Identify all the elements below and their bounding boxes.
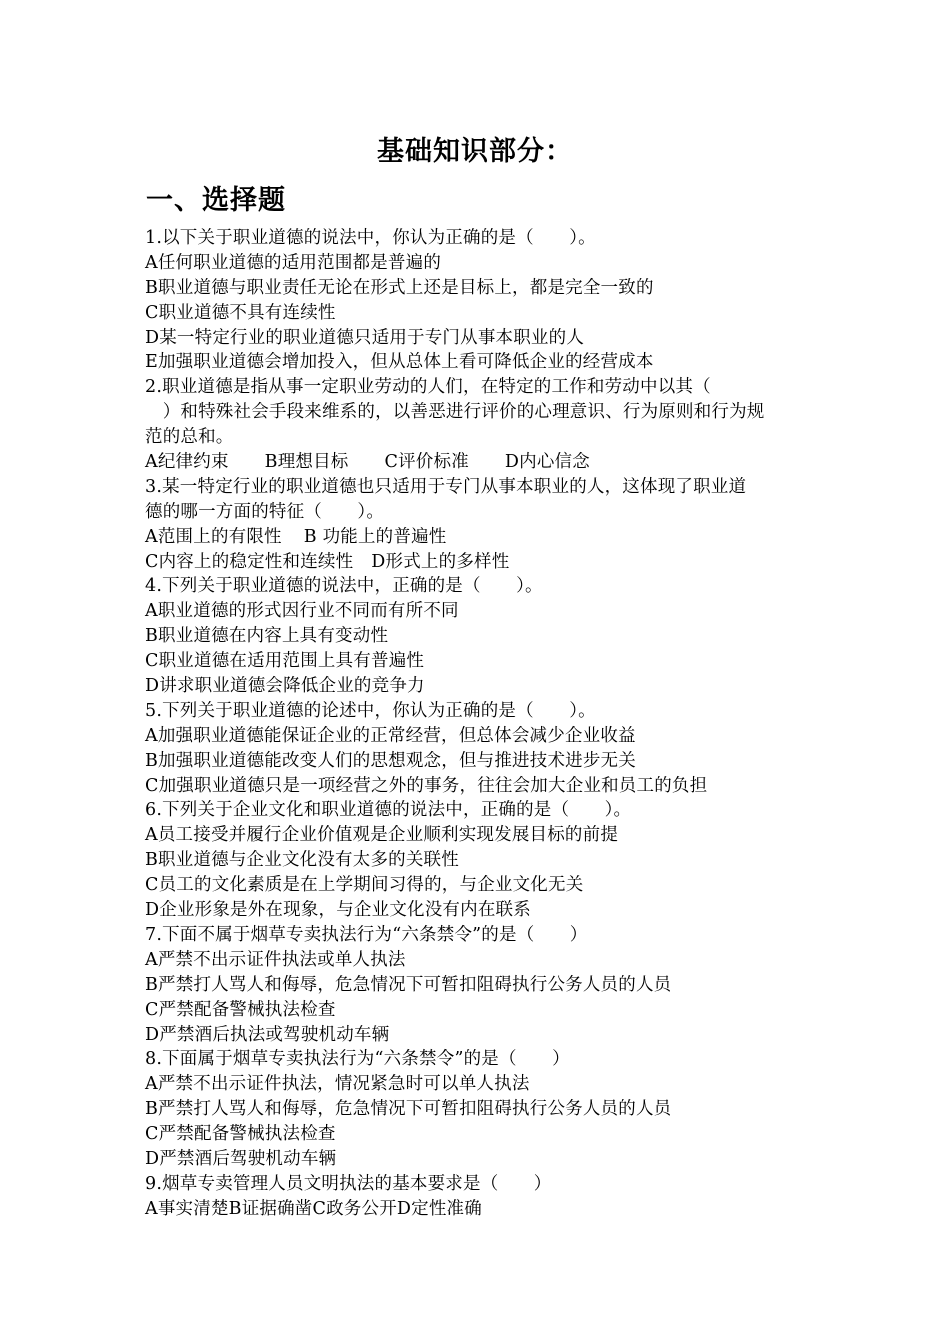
option-c: C职业道德在适用范围上具有普遍性 bbox=[145, 651, 425, 672]
option-c: C职业道德不具有连续性 bbox=[145, 302, 336, 323]
option-row bbox=[145, 550, 815, 575]
option-a: A范围上的有限性 bbox=[145, 526, 282, 547]
question-stem-line: ）和特殊社会手段来维系的，以善恶进行评价的心理意识、行为原则和行为规 bbox=[145, 402, 765, 423]
option-b: B证据确凿 bbox=[228, 1198, 313, 1219]
option-c: C内容上的稳定性和连续性 bbox=[145, 551, 354, 572]
option-d: D某一特定行业的职业道德只适用于专门从事本职业的人 bbox=[145, 327, 585, 348]
option-c: C加强职业道德只是一项经营之外的事务，往往会加大企业和员工的负担 bbox=[145, 775, 708, 796]
question-stem-line: 德的哪一方面的特征（ ）。 bbox=[145, 501, 385, 522]
question-4 bbox=[145, 574, 815, 698]
option-a: A加强职业道德能保证企业的正常经营，但总体会减少企业收益 bbox=[145, 725, 636, 746]
option-d: D内心信念 bbox=[504, 452, 590, 473]
option-b: B职业道德与职业责任无论在形式上还是目标上，都是完全一致的 bbox=[145, 277, 654, 298]
option-c: C严禁配备警械执法检查 bbox=[145, 999, 336, 1020]
option-a: A纪律约束 bbox=[145, 452, 229, 473]
question-9 bbox=[145, 1172, 815, 1222]
question-stem-line: 3.某一特定行业的职业道德也只适用于专门从事本职业的人，这体现了职业道 bbox=[145, 476, 747, 497]
option-d: D严禁酒后执法或驾驶机动车辆 bbox=[145, 1024, 390, 1045]
question-stem: 4.下列关于职业道德的说法中，正确的是（ ）。 bbox=[145, 576, 543, 597]
option-row bbox=[145, 450, 815, 475]
question-6 bbox=[145, 798, 815, 922]
option-d: D讲求职业道德会降低企业的竞争力 bbox=[145, 676, 425, 697]
option-c: C严禁配备警械执法检查 bbox=[145, 1124, 336, 1145]
option-a: A职业道德的形式因行业不同而有所不同 bbox=[145, 601, 459, 622]
question-stem: 8.下面属于烟草专卖执法行为“六条禁令”的是（ ） bbox=[145, 1049, 570, 1070]
question-stem-line: 2.职业道德是指从事一定职业劳动的人们，在特定的工作和劳动中以其（ bbox=[145, 377, 711, 398]
option-b: B严禁打人骂人和侮辱，危急情况下可暂扣阻碍执行公务人员的人员 bbox=[145, 1099, 672, 1120]
option-a: A严禁不出示证件执法或单人执法 bbox=[145, 949, 406, 970]
question-stem: 6.下列关于企业文化和职业道德的说法中，正确的是（ ）。 bbox=[145, 800, 632, 821]
option-d: D定性准确 bbox=[396, 1198, 482, 1219]
question-stem-line: 范的总和。 bbox=[145, 427, 234, 448]
option-c: C员工的文化素质是在上学期间习得的，与企业文化无关 bbox=[145, 875, 584, 896]
question-8 bbox=[145, 1047, 815, 1171]
option-row bbox=[145, 1197, 815, 1222]
option-row bbox=[145, 525, 815, 550]
question-stem: 1.以下关于职业道德的说法中，你认为正确的是（ ）。 bbox=[145, 228, 596, 248]
document-title: 基础知识部分： bbox=[377, 136, 573, 167]
section-heading: 一、选择题 bbox=[146, 185, 286, 216]
option-d: D企业形象是外在现象，与企业文化没有内在联系 bbox=[145, 900, 531, 921]
option-a: A严禁不出示证件执法，情况紧急时可以单人执法 bbox=[145, 1074, 530, 1095]
option-c: C政务公开 bbox=[312, 1198, 397, 1219]
question-7 bbox=[145, 923, 815, 1047]
option-a: A任何职业道德的适用范围都是普遍的 bbox=[145, 252, 442, 273]
option-b: B加强职业道德能改变人们的思想观念，但与推进技术进步无关 bbox=[145, 750, 636, 771]
question-5 bbox=[145, 699, 815, 799]
option-b: B 功能上的普遍性 bbox=[303, 526, 447, 547]
option-d: D形式上的多样性 bbox=[371, 551, 510, 572]
question-1 bbox=[145, 226, 815, 375]
option-b: B理想目标 bbox=[264, 452, 349, 473]
question-stem: 9.烟草专卖管理人员文明执法的基本要求是（ ） bbox=[145, 1173, 552, 1194]
option-b: B职业道德在内容上具有变动性 bbox=[145, 626, 389, 647]
option-b: B严禁打人骂人和侮辱，危急情况下可暂扣阻碍执行公务人员的人员 bbox=[145, 974, 672, 995]
option-e: E加强职业道德会增加投入，但从总体上看可降低企业的经营成本 bbox=[145, 352, 654, 373]
option-b: B职业道德与企业文化没有太多的关联性 bbox=[145, 850, 459, 871]
option-a: A员工接受并履行企业价值观是企业顺利实现发展目标的前提 bbox=[145, 825, 619, 846]
question-3 bbox=[145, 475, 815, 575]
question-stem: 7.下面不属于烟草专卖执法行为“六条禁令”的是（ ） bbox=[145, 924, 588, 945]
question-list bbox=[145, 226, 815, 1222]
option-a: A事实清楚 bbox=[145, 1198, 229, 1219]
question-stem: 5.下列关于职业道德的论述中，你认为正确的是（ ）。 bbox=[145, 700, 596, 721]
option-d: D严禁酒后驾驶机动车辆 bbox=[145, 1148, 337, 1169]
option-c: C评价标准 bbox=[384, 452, 469, 473]
question-2 bbox=[145, 375, 815, 475]
